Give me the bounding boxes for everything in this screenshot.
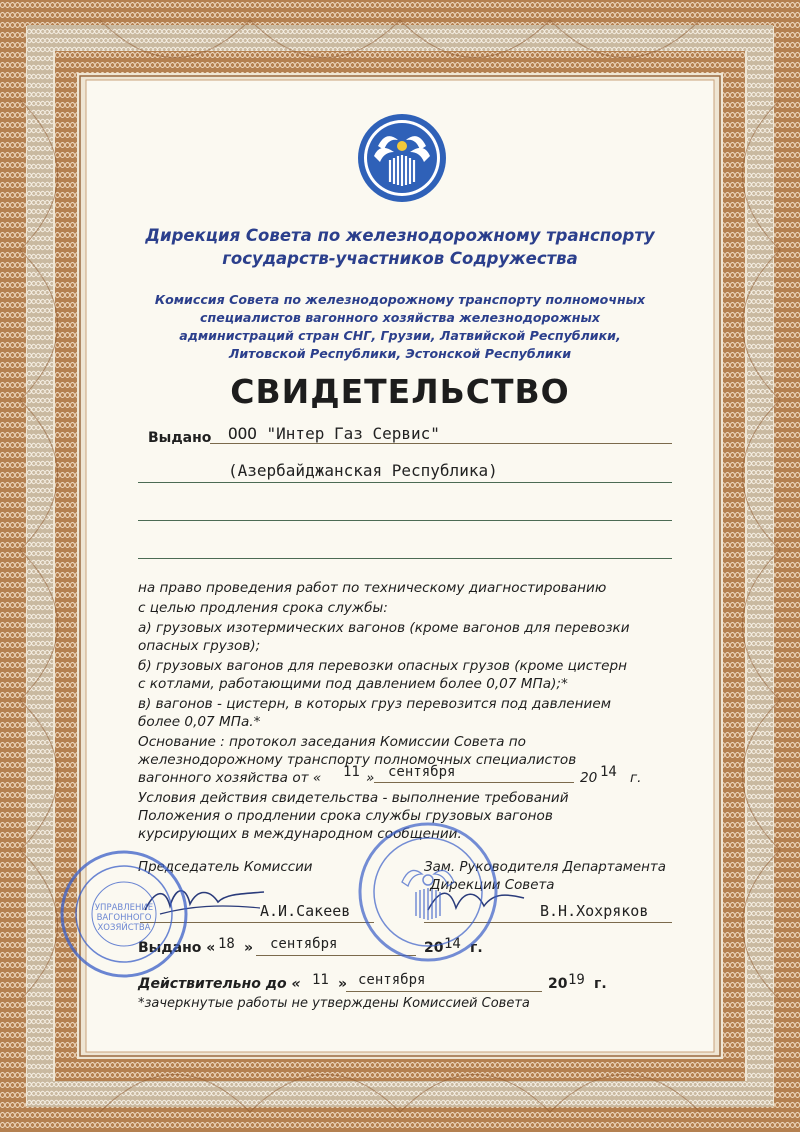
left-stamp-line-1: УПРАВЛЕНИЕ — [94, 903, 154, 913]
issued-date-year: 14 — [444, 936, 461, 952]
commission-line-2: специалистов вагонного хозяйства железнодорожных — [200, 310, 600, 325]
chairman-title: Председатель Комиссии — [138, 860, 313, 875]
valid-until-sep: » — [338, 976, 348, 992]
blank-line-1 — [138, 482, 672, 483]
left-stamp-line-3: ХОЗЯЙСТВА — [97, 923, 151, 933]
issued-to-country: (Азербайджанская Республика) — [228, 461, 498, 480]
basis-date-month: сентября — [388, 764, 456, 780]
body-line-5: б) грузовых вагонов для перевозки опасных грузов (кроме цистерн — [138, 658, 628, 674]
valid-until-end: г. — [594, 976, 607, 992]
issued-date-sep: » — [244, 940, 254, 956]
blank-line-2 — [138, 520, 672, 521]
body-line-4: опасных грузов); — [138, 638, 261, 654]
body-line-1: на право проведения работ по техническому диагностированию — [138, 580, 607, 596]
deputy-title-line1: Зам. Руководителя Департамента — [424, 860, 666, 875]
valid-until-year: 19 — [568, 972, 585, 988]
issued-date-day: 18 — [218, 936, 235, 952]
valid-until-label: Действительно до « — [138, 976, 301, 992]
basis-date-day: 11 — [343, 764, 360, 780]
valid-until-year-prefix: 20 — [548, 976, 568, 992]
blank-line-3 — [138, 558, 672, 559]
body-line-7: в) вагонов - цистерн, в которых груз перевозится под давлением — [138, 696, 611, 712]
directorate-title-line2: государств-участников Содружества — [222, 249, 578, 268]
conditions-line-1: Условия действия свидетельства - выполнение требований — [138, 790, 569, 806]
conditions-line-2: Положения о продлении срока службы грузовых вагонов — [138, 808, 553, 824]
body-line-6: с котлами, работающими под давлением более 0,07 МПа);* — [138, 676, 568, 692]
valid-until-month: сентября — [358, 972, 426, 988]
cis-logo-icon — [356, 112, 448, 204]
deputy-title-line2: Дирекции Совета — [430, 878, 555, 893]
commission-line-1: Комиссия Совета по железнодорожному транспорту полномочных — [154, 292, 646, 307]
body-line-2: с целью продления срока службы: — [138, 600, 388, 616]
issued-to-label: Выдано — [148, 430, 212, 446]
commission-line-3: администраций стран СНГ, Грузии, Латвийской Республики, — [179, 328, 621, 343]
directorate-title-line1: Дирекция Совета по железнодорожному транспорту — [145, 226, 655, 245]
basis-date-prefix: вагонного хозяйства от « — [138, 770, 322, 786]
left-stamp-icon — [58, 848, 190, 980]
issued-date-end: г. — [470, 940, 483, 956]
issued-to-name: ООО "Интер Газ Сервис" — [228, 424, 440, 443]
body-line-8: более 0,07 МПа.* — [138, 714, 261, 730]
issued-date-label: Выдано « — [138, 940, 216, 956]
right-stamp-icon — [356, 820, 500, 964]
body-line-9: Основание : протокол заседания Комиссии Совета по — [138, 734, 526, 750]
basis-date-sep: » — [366, 770, 375, 786]
conditions-line-3: курсирующих в международном сообщении. — [138, 826, 462, 842]
body-line-3: а) грузовых изотермических вагонов (кроме вагонов для перевозки — [138, 620, 630, 636]
issued-date-year-prefix: 20 — [424, 940, 444, 956]
commission-line-4: Литовской Республики, Эстонской Республики — [228, 346, 572, 361]
basis-date-underline — [374, 782, 574, 783]
deputy-name: В.Н.Хохряков — [540, 902, 649, 920]
document-title: СВИДЕТЕЛЬСТВО — [230, 372, 570, 411]
issued-date-month: сентября — [270, 936, 338, 952]
issued-to-underline — [210, 443, 672, 444]
basis-date-year: 14 — [600, 764, 617, 780]
valid-until-underline — [346, 991, 542, 992]
basis-date-end: г. — [630, 770, 642, 786]
valid-until-day: 11 — [312, 972, 329, 988]
body-line-10: железнодорожному транспорту полномочных специалистов — [138, 752, 577, 768]
left-stamp-line-2: ВАГОННОГО — [96, 913, 152, 923]
chairman-name: А.И.Сакеев — [260, 902, 351, 920]
basis-date-year-prefix: 20 — [580, 770, 598, 786]
footnote: *зачеркнутые работы не утверждены Комиссией Совета — [138, 996, 530, 1011]
